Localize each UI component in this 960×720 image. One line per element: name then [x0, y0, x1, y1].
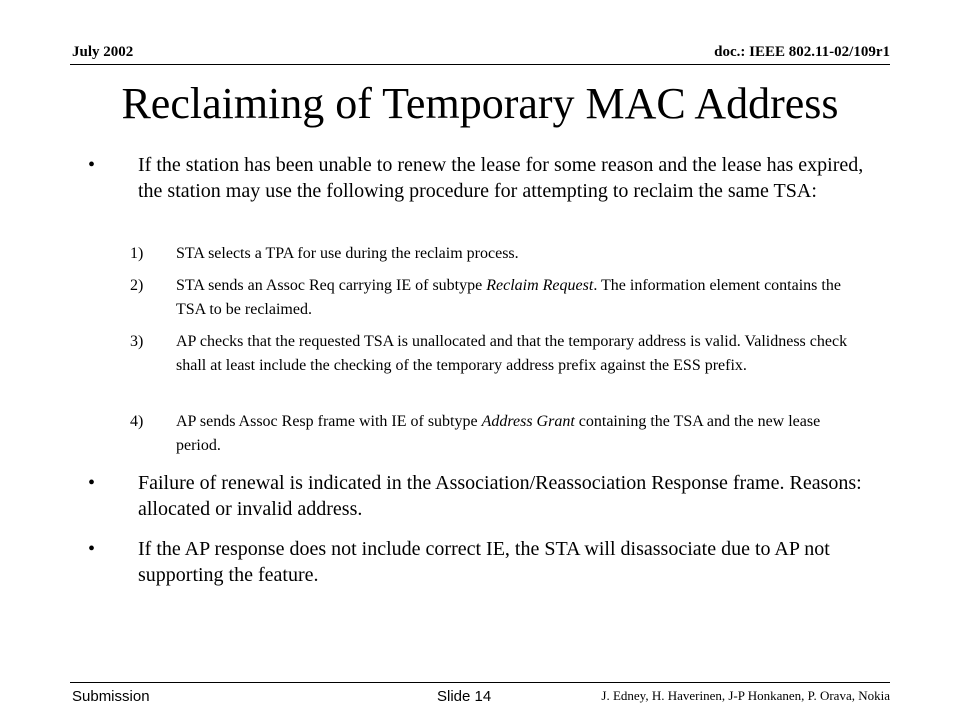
header-doc-id: doc.: IEEE 802.11-02/109r1 — [714, 44, 890, 60]
header-rule — [70, 64, 890, 65]
bullet-dot: • — [88, 538, 96, 560]
step-number: 3) — [130, 333, 144, 350]
footer-submission: Submission — [72, 688, 150, 705]
step-text: AP sends Assoc Resp frame with IE of subtype Address Grant containing the TSA and the new lease period. — [176, 413, 821, 454]
bullet-text: If the station has been unable to renew the lease for some reason and the lease has expired, the station may use the following procedure for attempting to reclaim the same TSA: — [138, 154, 864, 202]
bullet-dot: • — [88, 472, 96, 494]
bullet-text: If the AP response does not include correct IE, the STA will disassociate due to AP not supporting the feature. — [138, 538, 830, 586]
step-number: 1) — [130, 245, 144, 262]
bullet-text: Failure of renewal is indicated in the Association/Reassociation Response frame. Reasons: allocated or invalid address. — [138, 472, 862, 520]
header-date: July 2002 — [72, 44, 134, 60]
footer-authors: J. Edney, H. Haverinen, J-P Honkanen, P. Orava, Nokia — [601, 688, 890, 703]
footer-slide-number: Slide 14 — [437, 688, 492, 705]
step-text: STA sends an Assoc Req carrying IE of subtype Reclaim Request. The information element contains the TSA to be reclaimed. — [176, 277, 841, 318]
bullet-dot: • — [88, 154, 96, 176]
step-text: STA selects a TPA for use during the reclaim process. — [176, 245, 519, 262]
step-number: 4) — [130, 413, 144, 430]
slide-title: Reclaiming of Temporary MAC Address — [121, 79, 839, 128]
step-text: AP checks that the requested TSA is unallocated and that the temporary address is valid. Validness check shall at least include the checking of the temporary address prefix against the ESS prefix. — [176, 333, 848, 374]
footer-rule — [70, 682, 890, 683]
step-number: 2) — [130, 277, 144, 294]
